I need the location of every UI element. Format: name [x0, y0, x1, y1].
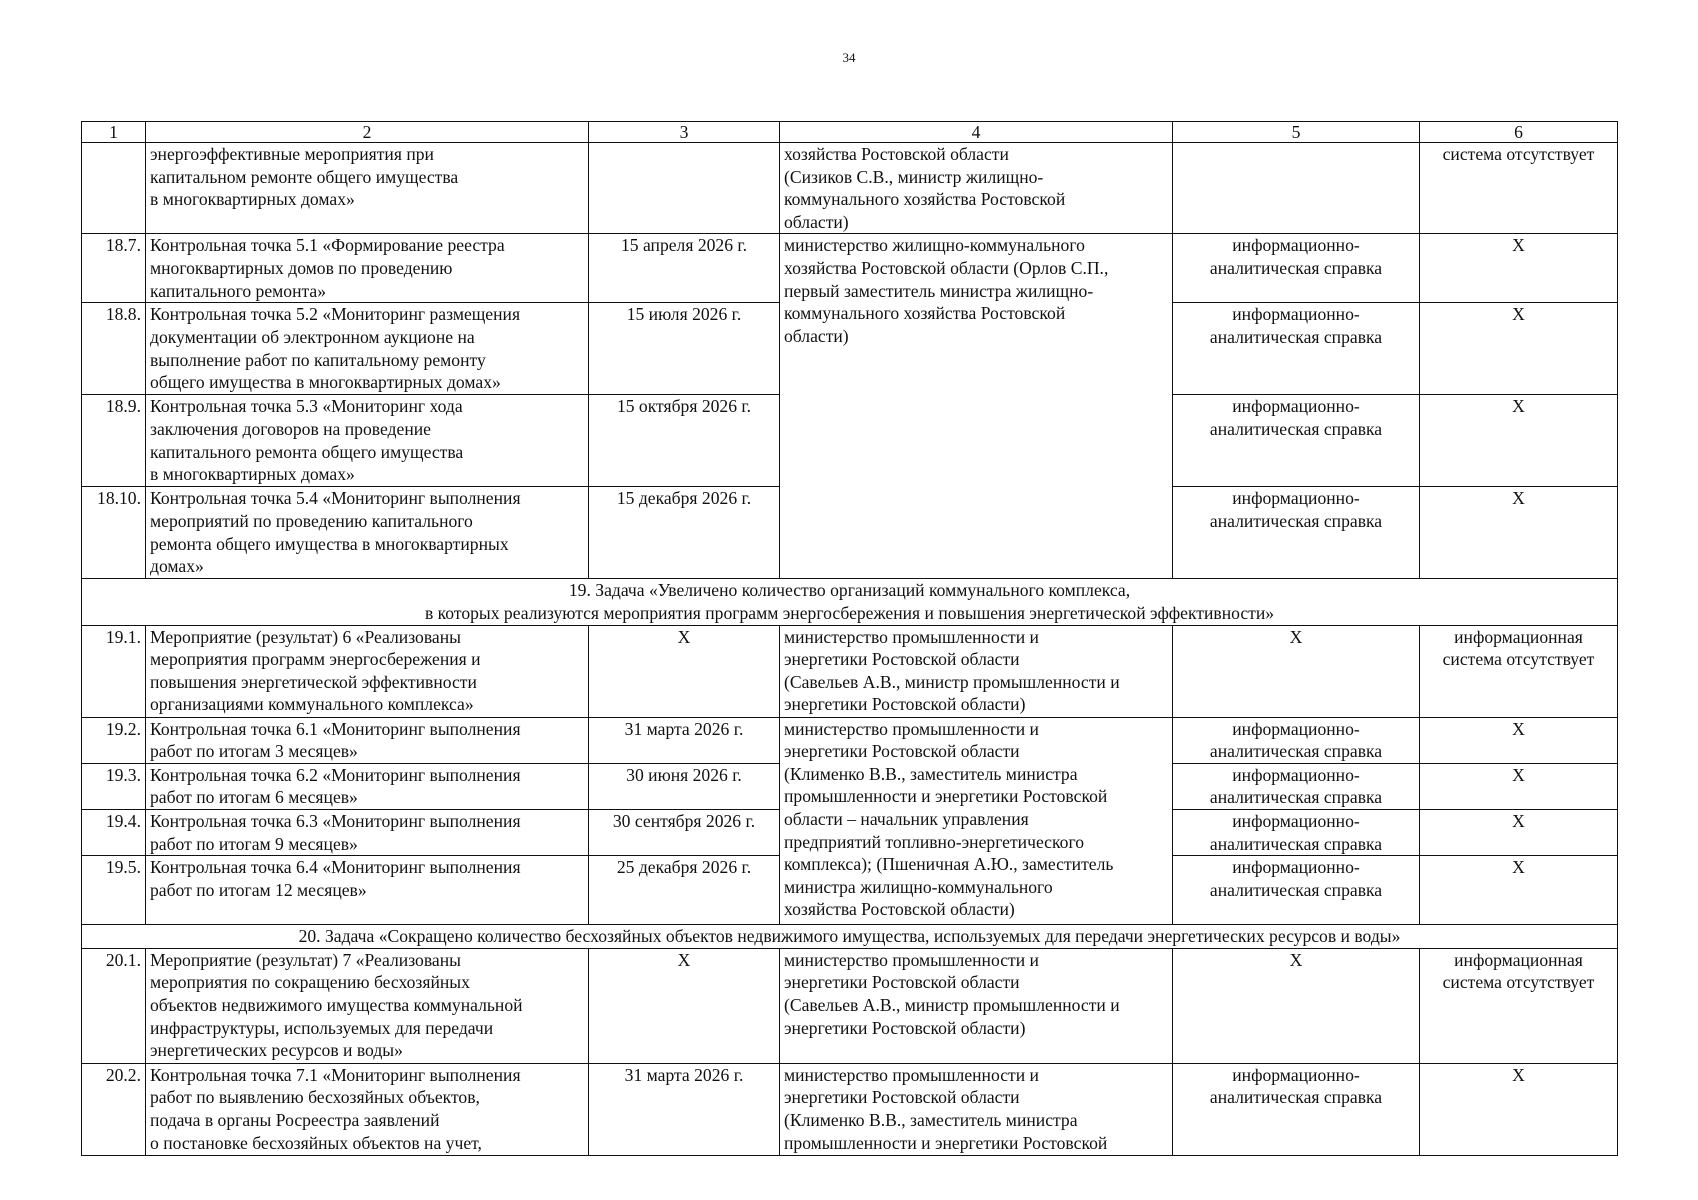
task-section-row — [82, 925, 1618, 949]
document-type: информационно- аналитическая справка — [1173, 856, 1420, 925]
document-type: информационно- аналитическая справка — [1173, 487, 1420, 579]
row-number: 19.4. — [82, 809, 146, 855]
row-number: 19.3. — [82, 763, 146, 809]
responsible-text: министерство промышленности и энергетики Ростовской области (Савельев А.В., министр промышленности и энергетики Ростовской области) — [780, 625, 1173, 717]
table-row — [82, 717, 1618, 763]
info-system: Х — [1420, 395, 1618, 487]
deadline-date: 15 октября 2026 г. — [589, 395, 780, 487]
responsible-text: министерство жилищно-коммунального хозяйства Ростовской области (Орлов С.П., первый заместитель министра жилищно- коммунального хозяйства Ростовской области) — [780, 234, 1173, 579]
deadline-date: 30 сентября 2026 г. — [589, 809, 780, 855]
column-header-1: 1 — [82, 122, 146, 143]
deadline-date: 15 апреля 2026 г. — [589, 234, 780, 303]
info-system: Х — [1420, 234, 1618, 303]
info-system: Х — [1420, 1063, 1618, 1155]
deadline-date: 15 июля 2026 г. — [589, 303, 780, 395]
activity-text: Контрольная точка 5.2 «Мониторинг размещения документации об электронном аукционе на выполнение работ по капитальному ремонту общего имущества в многоквартирных домах» — [146, 303, 589, 395]
table-row — [82, 1063, 1618, 1155]
table-header-row — [82, 122, 1618, 143]
responsible-text: министерство промышленности и энергетики Ростовской области (Клименко В.В., заместитель министра промышленности и энергетики Ростовской — [780, 1063, 1173, 1155]
row-number: 19.1. — [82, 625, 146, 717]
deadline-date: Х — [589, 625, 780, 717]
row-number-cell — [82, 143, 146, 234]
info-system: Х — [1420, 856, 1618, 925]
column-header-6: 6 — [1420, 122, 1618, 143]
activity-text: Контрольная точка 7.1 «Мониторинг выполнения работ по выявлению бесхозяйных объектов, подача в органы Росреестра заявлений о постановке бесхозяйных объектов на учет, — [146, 1063, 589, 1155]
responsible-cell: хозяйства Ростовской области (Сизиков С.В., министр жилищно- коммунального хозяйства Ростовской области) — [780, 143, 1173, 234]
document-type: Х — [1173, 625, 1420, 717]
document-type: информационно- аналитическая справка — [1173, 809, 1420, 855]
info-system: Х — [1420, 717, 1618, 763]
column-header-3: 3 — [589, 122, 780, 143]
activity-text: Контрольная точка 6.2 «Мониторинг выполнения работ по итогам 6 месяцев» — [146, 763, 589, 809]
activity-text: Мероприятие (результат) 7 «Реализованы мероприятия по сокращению бесхозяйных объектов недвижимого имущества коммунальной инфраструктуры, используемых для передачи энергетических ресурсов и воды» — [146, 948, 589, 1063]
document-type: Х — [1173, 948, 1420, 1063]
document-cell — [1173, 143, 1420, 234]
deadline-date: Х — [589, 948, 780, 1063]
row-number: 19.5. — [82, 856, 146, 925]
deadline-date: 15 декабря 2026 г. — [589, 487, 780, 579]
row-number: 18.9. — [82, 395, 146, 487]
activity-cell: энергоэффективные мероприятия при капитальном ремонте общего имущества в многоквартирных домах» — [146, 143, 589, 234]
info-system: информационная система отсутствует — [1420, 625, 1618, 717]
column-header-5: 5 — [1173, 122, 1420, 143]
row-number: 20.2. — [82, 1063, 146, 1155]
table-row-continued — [82, 143, 1618, 234]
row-number: 18.7. — [82, 234, 146, 303]
deadline-date: 31 марта 2026 г. — [589, 717, 780, 763]
activity-text: Контрольная точка 5.1 «Формирование реестра многоквартирных домов по проведению капитального ремонта» — [146, 234, 589, 303]
info-system: Х — [1420, 303, 1618, 395]
page-number: 34 — [842, 50, 856, 65]
info-system: Х — [1420, 487, 1618, 579]
row-number: 18.10. — [82, 487, 146, 579]
deadline-date: 31 марта 2026 г. — [589, 1063, 780, 1155]
deadline-date: 30 июня 2026 г. — [589, 763, 780, 809]
document-type: информационно- аналитическая справка — [1173, 1063, 1420, 1155]
activity-text: Контрольная точка 6.1 «Мониторинг выполнения работ по итогам 3 месяцев» — [146, 717, 589, 763]
info-system: Х — [1420, 809, 1618, 855]
activity-text: Мероприятие (результат) 6 «Реализованы мероприятия программ энергосбережения и повышения энергетической эффективности организациями коммунального комплекса» — [146, 625, 589, 717]
table-row — [82, 234, 1618, 303]
column-header-4: 4 — [780, 122, 1173, 143]
table-row — [82, 625, 1618, 717]
activity-text: Контрольная точка 5.4 «Мониторинг выполнения мероприятий по проведению капитального ремонта общего имущества в многоквартирных домах» — [146, 487, 589, 579]
plan-table — [81, 121, 1618, 1156]
task-20-title: 20. Задача «Сокращено количество бесхозяйных объектов недвижимого имущества, используемых для передачи энергетических ресурсов и воды» — [82, 925, 1618, 949]
deadline-cell — [589, 143, 780, 234]
info-system-cell: система отсутствует — [1420, 143, 1618, 234]
task-section-row — [82, 579, 1618, 625]
deadline-date: 25 декабря 2026 г. — [589, 856, 780, 925]
document-type: информационно- аналитическая справка — [1173, 303, 1420, 395]
responsible-text: министерство промышленности и энергетики Ростовской области (Клименко В.В., заместитель министра промышленности и энергетики Ростовской области – начальник управления предприятий топливно-энергетического комплекса); (Пшеничная А.Ю., заместитель министра жилищно-коммунального хозяйства Ростовской области) — [780, 717, 1173, 925]
row-number: 19.2. — [82, 717, 146, 763]
activity-text: Контрольная точка 6.4 «Мониторинг выполнения работ по итогам 12 месяцев» — [146, 856, 589, 925]
row-number: 20.1. — [82, 948, 146, 1063]
column-header-2: 2 — [146, 122, 589, 143]
row-number: 18.8. — [82, 303, 146, 395]
task-19-title: 19. Задача «Увеличено количество организаций коммунального комплекса, в которых реализуются мероприятия программ энергосбережения и повышения энергетической эффективности» — [82, 579, 1618, 625]
document-type: информационно- аналитическая справка — [1173, 763, 1420, 809]
activity-text: Контрольная точка 6.3 «Мониторинг выполнения работ по итогам 9 месяцев» — [146, 809, 589, 855]
document-type: информационно- аналитическая справка — [1173, 234, 1420, 303]
info-system: информационная система отсутствует — [1420, 948, 1618, 1063]
table-row — [82, 948, 1618, 1063]
document-type: информационно- аналитическая справка — [1173, 717, 1420, 763]
document-type: информационно- аналитическая справка — [1173, 395, 1420, 487]
responsible-text: министерство промышленности и энергетики Ростовской области (Савельев А.В., министр промышленности и энергетики Ростовской области) — [780, 948, 1173, 1063]
activity-text: Контрольная точка 5.3 «Мониторинг хода заключения договоров на проведение капитального ремонта общего имущества в многоквартирных домах» — [146, 395, 589, 487]
info-system: Х — [1420, 763, 1618, 809]
